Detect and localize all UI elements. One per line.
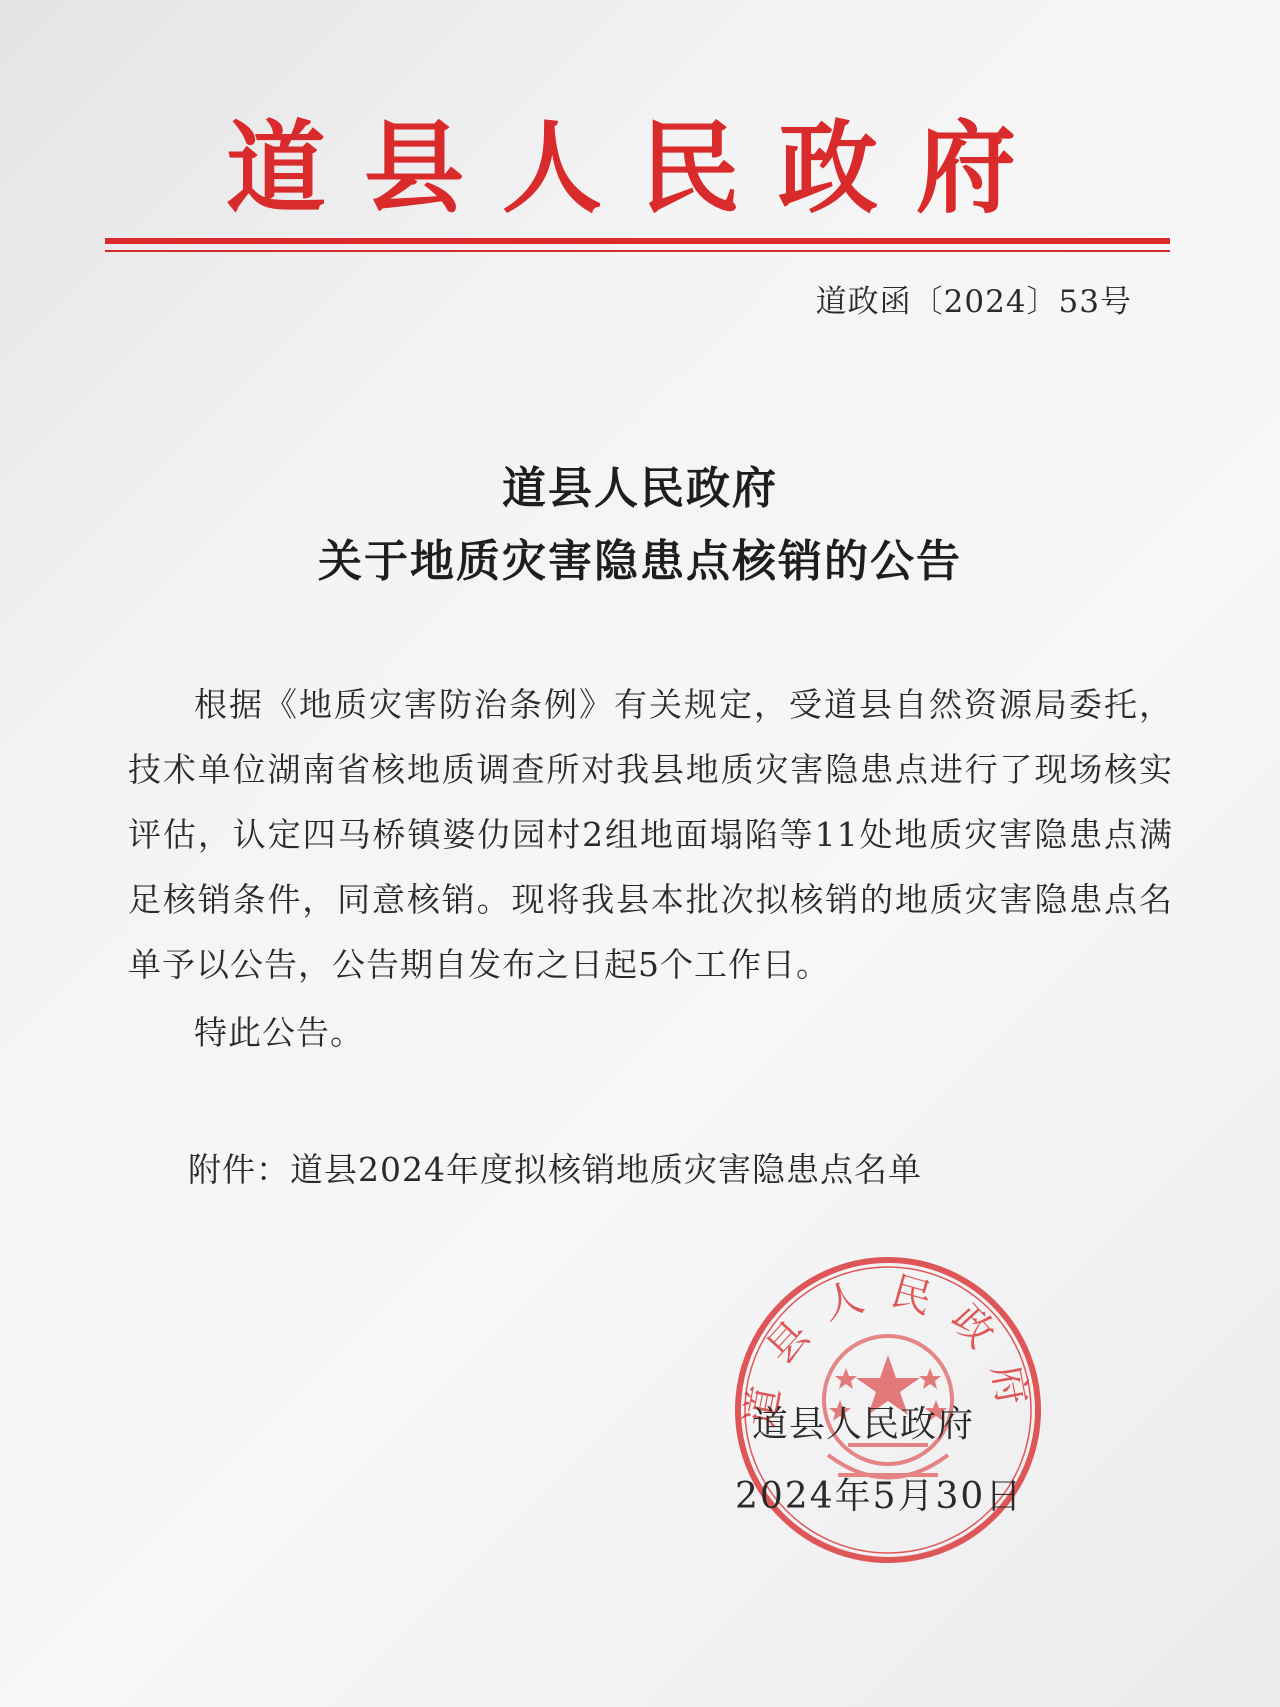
notice-title-line2: 关于地质灾害隐患点核销的公告 <box>318 536 962 587</box>
attachment-line: 附件：道县2024年度拟核销地质灾害隐患点名单 <box>188 1150 922 1189</box>
signature-organization: 道县人民政府 <box>752 1404 975 1445</box>
signature-date: 2024年5月30日 <box>735 1476 1024 1517</box>
red-divider-thick <box>105 238 1170 244</box>
notice-body-paragraph: 根据《地质灾害防治条例》有关规定，受道县自然资源局委托，技术单位湖南省核地质调查所对我县地质灾害隐患点进行了现场核实评估，认定四马桥镇婆仂园村2组地面塌陷等11处地质灾害隐患点满足核销条件，同意核销。现将我县本批次拟核销的地质灾害隐患点名单予以公告，公告期自发布之日起5个工作日。 <box>128 685 1173 984</box>
notice-closing: 特此公告。 <box>194 1013 364 1052</box>
masthead-title: 道县人民政府 <box>226 109 1054 227</box>
document-number: 道政函〔2024〕53号 <box>815 284 1132 320</box>
svg-text:道县人民政府: 道县人民政府 <box>736 1268 1040 1431</box>
notice-title-line1: 道县人民政府 <box>502 463 778 514</box>
red-divider-thin <box>105 250 1170 252</box>
